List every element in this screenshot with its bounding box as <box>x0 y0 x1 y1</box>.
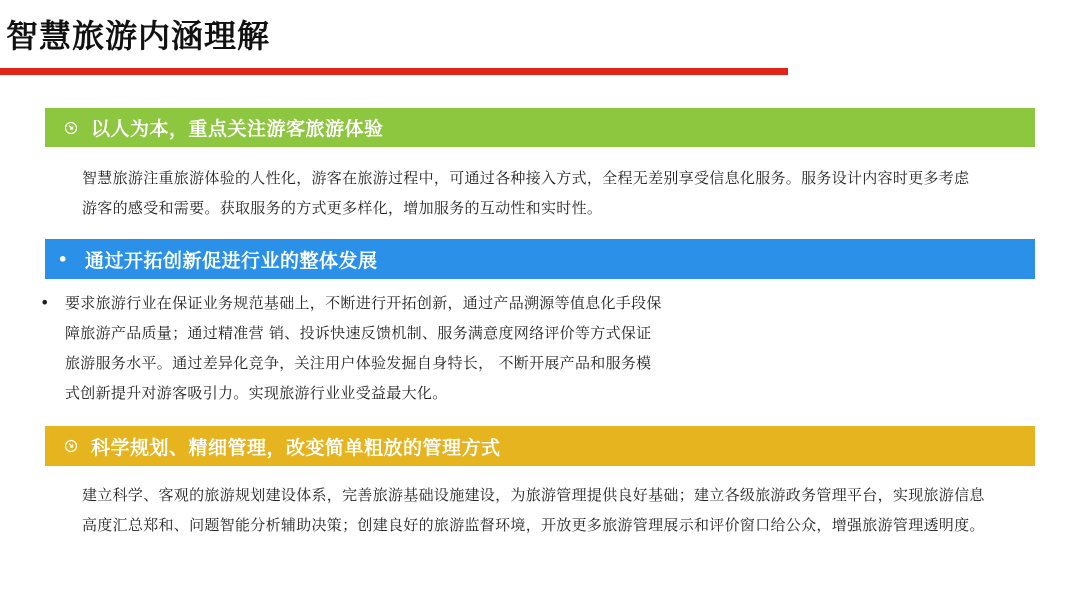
section-body-2-line: 障旅游产品质量；通过精准营 销、投诉快速反馈机制、服务满意度网络评价等方式保证 <box>65 324 652 342</box>
section-body-3: 建立科学、客观的旅游规划建设体系，完善旅游基础设施建设，为旅游管理提供良好基础；建立各级旅游政务管理平台，实现旅游信息高度汇总郑和、问题智能分析辅助决策；创建良好的旅游监督环境，开放更多旅游管理展示和评价窗口给公众，增强旅游管理透明度。 <box>82 486 985 534</box>
section-heading-2: 通过开拓创新促进行业的整体发展 <box>85 249 378 272</box>
bullet-dot: • <box>40 293 50 312</box>
section-heading-band-1 <box>45 108 1035 147</box>
page-title: 智慧旅游内涵理解 <box>6 17 271 55</box>
bullet-marker: • <box>57 249 69 269</box>
circle-arrow-icon <box>63 121 79 135</box>
section-heading-1: 以人为本，重点关注游客旅游体验 <box>91 118 384 140</box>
section-body-1: 智慧旅游注重旅游体验的人性化，游客在旅游过程中，可通过各种接入方式，全程无差别享受信息化服务。服务设计内容时更多考虑游客的感受和需要。获取服务的方式更多样化，增加服务的互动性和实时性。 <box>82 169 970 217</box>
section-body-2-line: 旅游服务水平。通过差异化竞争，关注用户体验发掘自身特长， 不断开展产品和服务模 <box>65 354 652 372</box>
section-body-2-line: 式创新提升对游客吸引力。实现旅游行业业受益最大化。 <box>65 384 448 402</box>
section-heading-band-2 <box>45 239 1035 279</box>
section-heading-3: 科学规划、精细管理，改变简单粗放的管理方式 <box>91 436 501 459</box>
section-body-2 <box>40 288 740 408</box>
title-underline <box>0 68 788 75</box>
section-body-2-line: 要求旅游行业在保证业务规范基础上，不断进行开拓创新，通过产品溯源等值息化手段保 <box>65 294 662 312</box>
section-heading-band-3 <box>45 426 1035 466</box>
circle-arrow-icon <box>63 439 79 453</box>
